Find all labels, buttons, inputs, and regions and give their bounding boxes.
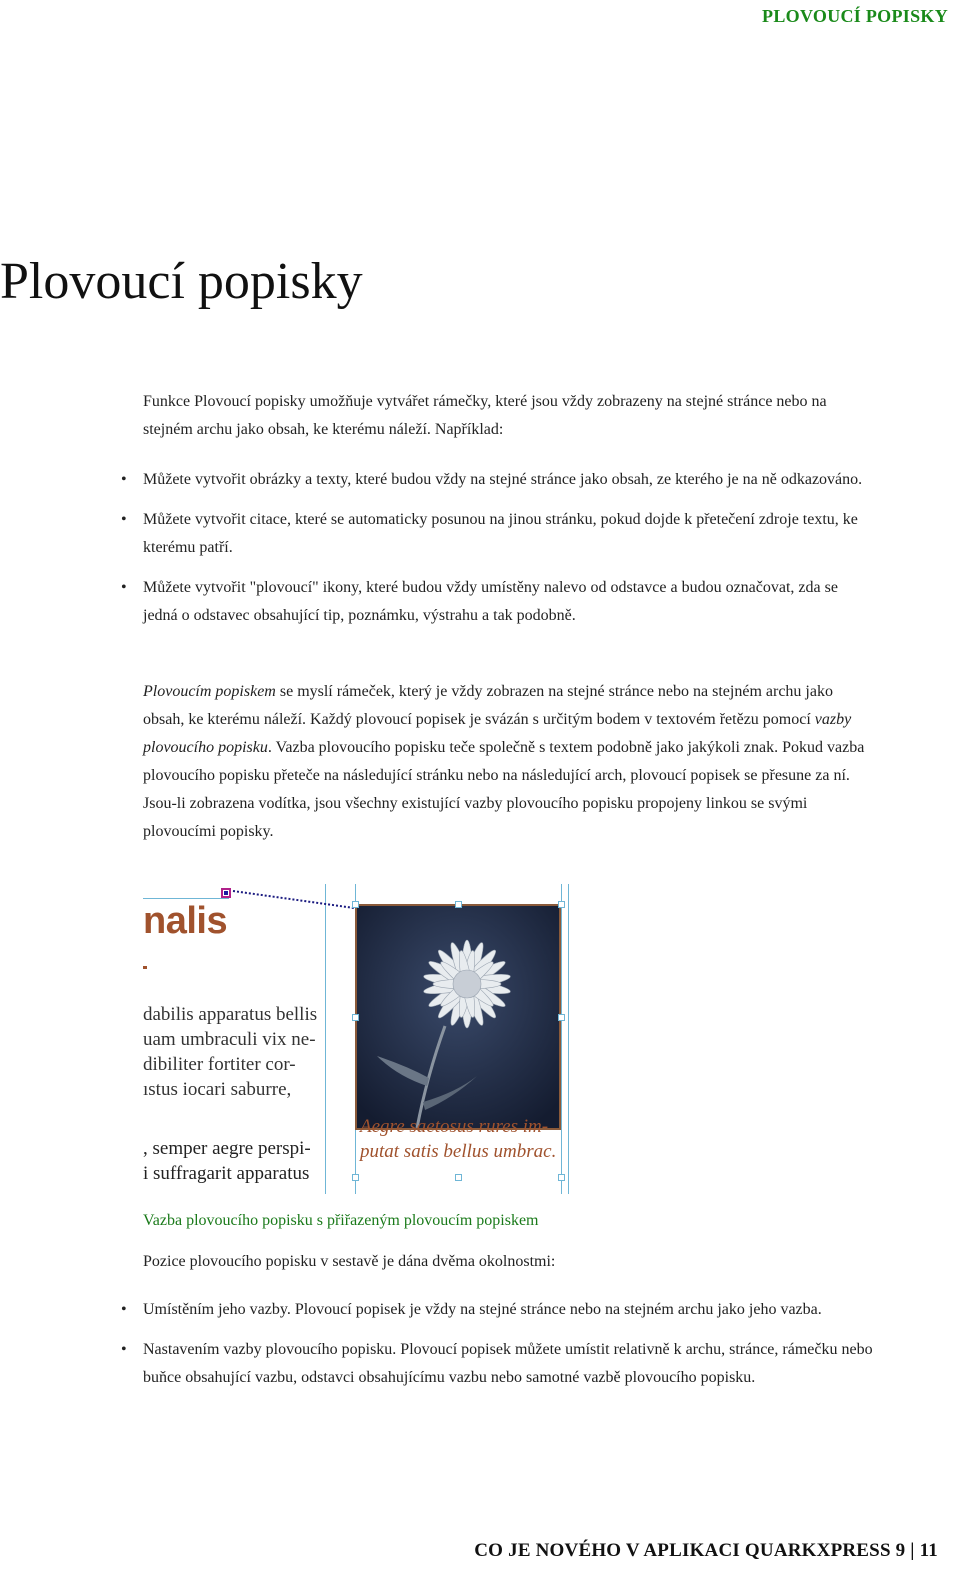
figure-body-text: dabilis apparatus bellis uam umbraculi vix ne- dibiliter fortiter cor- ıstus iocari saburre, xyxy=(143,1004,318,1100)
list-item: • Můžete vytvořit obrázky a texty, které budou vždy na stejné stránce jako obsah, ze kterého je na ně odkazováno. xyxy=(143,466,873,494)
flower-photo xyxy=(355,904,561,1130)
bullet-icon: • xyxy=(121,579,127,596)
floating-caption-text: Aegre saetosus rures im- putat satis bellus umbrac. xyxy=(360,1116,557,1162)
term-floating-caption: Plovoucím popiskem xyxy=(143,683,276,700)
selection-handle xyxy=(352,1014,359,1021)
selection-handle xyxy=(352,901,359,908)
flower-image xyxy=(357,906,559,1128)
selection-handle xyxy=(558,1014,565,1021)
list-item: • Umístěním jeho vazby. Plovoucí popisek je vždy na stejné stránce nebo na stejném archu jako jeho vazba. xyxy=(143,1296,873,1324)
selection-handle xyxy=(455,901,462,908)
list-item: • Nastavením vazby plovoucího popisku. Plovoucí popisek můžete umístit relativně k archu, stránce, rámečku nebo buňce obsahující vazbu, odstavci obsahujícímu vazbu nebo samotné vazbě plovoucího popisku. xyxy=(143,1336,873,1392)
bullet-icon: • xyxy=(121,471,127,488)
selection-handle xyxy=(558,901,565,908)
list-item: • Můžete vytvořit citace, které se automaticky posunou na jinou stránku, pokud dojde k přetečení zdroje textu, ke kterému patří. xyxy=(143,506,873,562)
running-header: PLOVOUCÍ POPISKY xyxy=(762,6,948,26)
selection-handle xyxy=(558,1174,565,1181)
bullet-icon: • xyxy=(121,1341,127,1358)
intro-text: Funkce Plovoucí popisky umožňuje vytvářet rámečky, které jsou vždy zobrazeny na stejné stránce nebo na stejném archu jako obsah, ke kterému náleží. Například: xyxy=(143,393,827,438)
list-item: • Můžete vytvořit "plovoucí" ikony, které budou vždy umístěny nalevo od odstavce a budou označovat, zda se jedná o odstavec obsahující tip, poznámku, výstrahu a tak podobně. xyxy=(143,574,873,630)
caption-anchor-icon xyxy=(221,888,231,898)
selection-handle xyxy=(455,1174,462,1181)
bullet-icon: • xyxy=(121,1301,127,1318)
anchor-link-line xyxy=(233,890,358,910)
bullet-list-position xyxy=(121,1296,873,1404)
term-caption-anchor: vazby plovoucího popisku xyxy=(143,711,852,756)
bullet-list-examples xyxy=(121,466,873,642)
selection-handle xyxy=(352,1174,359,1181)
figure-caption: Vazba plovoucího popisku s přiřazeným plovoucím popiskem xyxy=(143,1212,539,1229)
bullet-icon: • xyxy=(121,511,127,528)
figure-illustration xyxy=(143,878,583,1196)
page-title: Plovoucí popisky xyxy=(0,253,363,310)
intro-paragraph xyxy=(143,388,873,444)
figure-dash xyxy=(143,966,147,969)
figure-body-text-lower: , semper aegre perspi- i suffragarit apparatus xyxy=(143,1138,311,1184)
figure-heading-fragment: nalis xyxy=(143,900,228,942)
definition-paragraph: Plovoucím popiskem se myslí rámeček, který je vždy zobrazen na stejné stránce nebo na stejném archu jako obsah, ke kterému náleží. Každý plovoucí popisek je svázán s určitým bodem v textovém řetězu pomocí vazby plovoucího popisku. Vazba plovoucího popisku teče společně s textem podobně jako jakýkoli znak. Pokud vazba plovoucího popisku přeteče na následující stránku nebo na následující arch, plovoucí popisek se přesune za ní. Jsou-li zobrazena vodítka, jsou všechny existující vazby plovoucího popisku propojeny linkou se svými plovoucími popisky. xyxy=(143,683,865,840)
guide-line xyxy=(143,898,229,899)
page-footer: CO JE NOVÉHO V APLIKACI QUARKXPRESS 9 | 11 xyxy=(474,1540,938,1561)
position-intro: Pozice plovoucího popisku v sestavě je dána dvěma okolnostmi: xyxy=(143,1253,556,1270)
